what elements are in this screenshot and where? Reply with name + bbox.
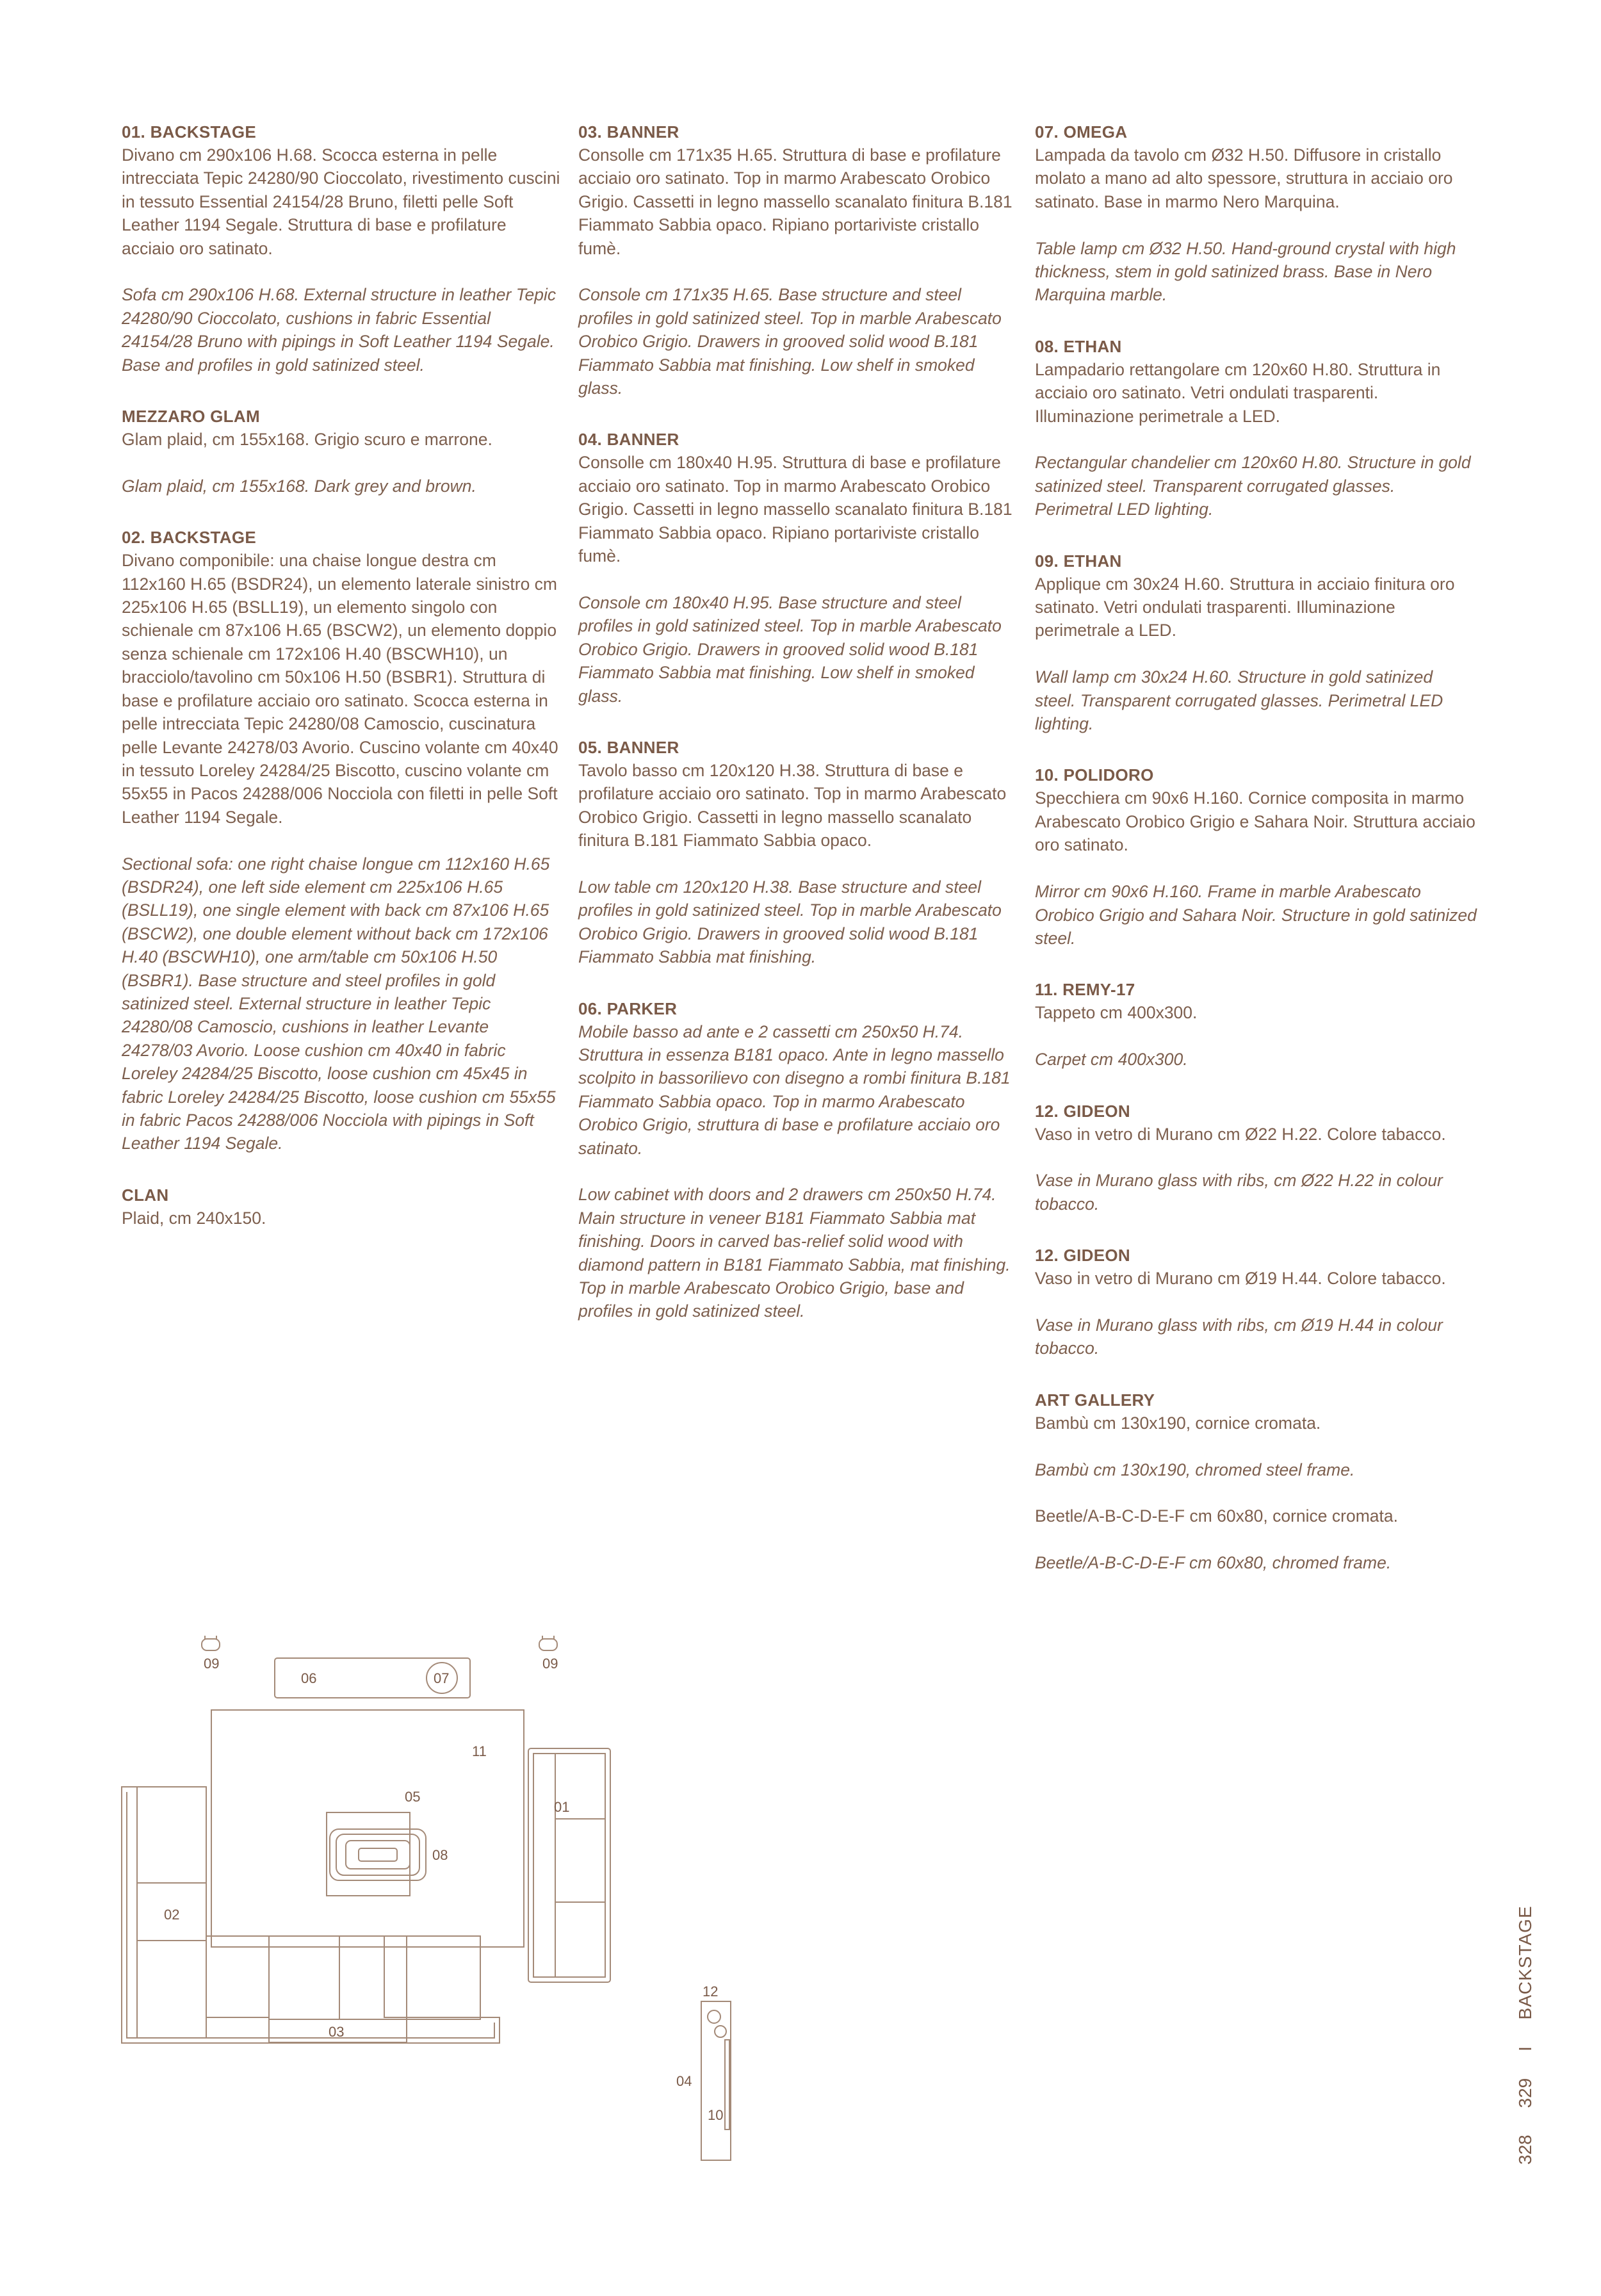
description-english: Console cm 180x40 H.95. Base structure and steel profiles in gold satinized steel. Top in marble Arabescato Orobico Grigio. Drawers in grooved solid wood B.181 Fiammato Sabbia mat finishing. Low shelf in smoked glass. <box>578 592 1002 706</box>
product-entry <box>122 526 564 1155</box>
plan-label: 05 <box>405 1789 421 1805</box>
description-italian: Divano cm 290x106 H.68. Scocca esterna in pelle intrecciata Tepic 24280/90 Cioccolato, rivestimento cuscini in tessuto Essential 24154/28 Bruno, filetti pelle Soft Leather 1194 Segale. Struttura di base e profilature acciaio oro satinato. <box>122 145 560 258</box>
description-english: Bambù cm 130x190, chromed steel frame. <box>1035 1460 1355 1479</box>
wall-lamp-09-left <box>202 1636 220 1650</box>
product-title: 09. ETHAN <box>1035 551 1122 571</box>
description-english: Vase in Murano glass with ribs, cm Ø19 H.44 in colour tobacco. <box>1035 1315 1443 1358</box>
page-number-left: 328 <box>1515 2135 1535 2165</box>
description-english: Low cabinet with doors and 2 drawers cm 250x50 H.74. Main structure in veneer B181 Fiammato Sabbia mat finishing. Doors in carved bas-relief solid wood with diamond pattern in B181 Fiammato Sabbia, mat finishing. Top in marble Arabescato Orobico Grigio, base and profiles in gold satinized steel. <box>578 1185 1011 1321</box>
description-english: Glam plaid, cm 155x168. Dark grey and brown. <box>122 476 476 496</box>
product-entry <box>122 1184 564 1230</box>
description-english: Vase in Murano glass with ribs, cm Ø22 H.22 in colour tobacco. <box>1035 1171 1443 1214</box>
description-english: Wall lamp cm 30x24 H.60. Structure in gold satinized steel. Transparent corrugated glasses. Perimetral LED lighting. <box>1035 667 1443 734</box>
product-entry <box>1035 335 1477 521</box>
description-english: Sectional sofa: one right chaise longue cm 112x160 H.65 (BSDR24), one left side element cm 225x106 H.65 (BSLL19), one single element with back cm 87x106 H.65 (BSCW2), one double element without back cm 172x106 H.40 (BSCWH10), one arm/table cm 50x106 H.50 (BSBR1). Base structure and steel profiles in gold satinized steel. External structure in leather Tepic 24280/08 Camoscio, cushions in leather Levante 24278/03 Avorio. Loose cushion cm 40x40 in fabric Loreley 24284/25 Biscotto, loose cushion cm 45x45 in fabric Loreley 24284/25 Biscotto, loose cushion cm 55x55 in fabric Pacos 24288/006 Nocciola with pipings in Soft Leather 1194 Segale. <box>122 854 556 1153</box>
product-entry <box>1035 120 1477 307</box>
product-entry <box>1035 550 1477 736</box>
product-title: 10. POLIDORO <box>1035 765 1154 785</box>
sofa-01 <box>528 1748 610 1982</box>
product-title: 12. GIDEON <box>1035 1101 1130 1121</box>
product-title: 05. BANNER <box>578 737 679 757</box>
description-italian: Lampadario rettangolare cm 120x60 H.80. Struttura in acciaio oro satinato. Vetri ondulati trasparenti. Illuminazione perimetrale a LED. <box>1035 359 1441 426</box>
product-title: 06. PARKER <box>578 998 678 1018</box>
product-entry <box>578 428 1020 707</box>
description-italian: Vaso in vetro di Murano cm Ø19 H.44. Colore tabacco. <box>1035 1269 1446 1289</box>
description-extra: Beetle/A-B-C-D-E-F cm 60x80, cornice cromata. <box>1035 1506 1398 1526</box>
product-entry <box>1035 1388 1477 1575</box>
product-entry <box>578 736 1020 969</box>
description-english: Console cm 171x35 H.65. Base structure and steel profiles in gold satinized steel. Top in marble Arabescato Orobico Grigio. Drawers in grooved solid wood B.181 Fiammato Sabbia mat finishing. Low shelf in smoked glass. <box>578 285 1002 398</box>
column-1 <box>122 120 564 1258</box>
product-title: 11. REMY-17 <box>1035 980 1135 1000</box>
description-italian: Consolle cm 180x40 H.95. Struttura di base e profilature acciaio oro satinato. Top in marmo Arabescato Orobico Grigio. Cassetti in legno massello scanalato finitura B.181 Fiammato Sabbia opaco. Ripiano portariviste cristallo fumè. <box>578 453 1012 566</box>
plan-label: 07 <box>434 1670 450 1686</box>
description-english: Low table cm 120x120 H.38. Base structure and steel profiles in gold satinized steel. Top in marble Arabescato Orobico Grigio. Drawers in grooved solid wood B.181 Fiammato Sabbia mat finishing. <box>578 877 1002 967</box>
product-title: 03. BANNER <box>578 122 679 142</box>
plan-label: 03 <box>329 2024 345 2040</box>
product-entry <box>578 997 1020 1323</box>
column-3 <box>1035 120 1477 1603</box>
product-entry <box>1035 1244 1477 1360</box>
product-title: CLAN <box>122 1185 169 1205</box>
description-english: Mirror cm 90x6 H.160. Frame in marble Arabescato Orobico Grigio and Sahara Noir. Structure in gold satinized steel. <box>1035 882 1477 948</box>
description-english: Table lamp cm Ø32 H.50. Hand-ground crystal with high thickness, stem in gold satinized brass. Base in Nero Marquina marble. <box>1035 238 1456 305</box>
footer-separator: I <box>1515 2046 1535 2051</box>
plan-label: 04 <box>676 2073 692 2089</box>
description-english: Sofa cm 290x106 H.68. External structure in leather Tepic 24280/90 Cioccolato, cushions in fabric Essential 24154/28 Bruno with pipings in Soft Leather 1194 Segale. Base and profiles in gold satinized steel. <box>122 285 557 375</box>
plan-label: 11 <box>472 1743 487 1759</box>
page-footer <box>1513 1896 1545 2165</box>
description-italian: Specchiera cm 90x6 H.160. Cornice composita in marmo Arabescato Orobico Grigio e Sahara Noir. Struttura acciaio oro satinato. <box>1035 788 1475 855</box>
description-italian: Tavolo basso cm 120x120 H.38. Struttura di base e profilature acciaio oro satinato. Top in marmo Arabescato Orobico Grigio. Cassetti in legno massello scanalato finitura B.181 Fiammato Sabbia opaco. <box>578 760 1007 851</box>
product-title: 01. BACKSTAGE <box>122 122 257 142</box>
plan-label: 06 <box>301 1670 317 1686</box>
product-entry <box>1035 763 1477 950</box>
product-title: 12. GIDEON <box>1035 1246 1130 1266</box>
plan-label: 01 <box>554 1799 570 1815</box>
description-italian: Lampada da tavolo cm Ø32 H.50. Diffusore in cristallo molato a mano ad alto spessore, struttura in acciaio oro satinato. Base in marmo Nero Marquina. <box>1035 145 1453 211</box>
description-italian: Consolle cm 171x35 H.65. Struttura di base e profilature acciaio oro satinato. Top in marmo Arabescato Orobico Grigio. Cassetti in legno massello scanalato finitura B.181 Fiammato Sabbia opaco. Ripiano portariviste cristallo fumè. <box>578 145 1012 258</box>
plan-label: 09 <box>542 1656 558 1672</box>
description-italian: Divano componibile: una chaise longue destra cm 112x160 H.65 (BSDR24), un elemento laterale sinistro cm 225x106 H.65 (BSLL19), un elemento singolo con schienale cm 87x106 H.65 (BSCW2), un elemento doppio senza schienale cm 172x106 H.40 (BSCWH10), un bracciolo/tavolino cm 50x106 H.50 (BSBR1). Struttura di base e profilature acciaio oro satinato. Scocca esterna in pelle intrecciata Tepic 24280/08 Camoscio, cuscinatura pelle Levante 24278/03 Avorio. Cuscino volante cm 40x40 in tessuto Loreley 24284/25 Biscotto, cuscino volante cm 55x55 in Pacos 24288/006 Nocciola con filetti in pelle Soft Leather 1194 Segale. <box>122 551 558 827</box>
description-italian: Bambù cm 130x190, cornice cromata. <box>1035 1413 1321 1433</box>
product-title: 08. ETHAN <box>1035 336 1122 356</box>
description-italian: Mobile basso ad ante e 2 cassetti cm 250x50 H.74. Struttura in essenza B181 opaco. Ante in legno massello scolpito in bassorilievo con disegno a rombi finitura B.181 Fiammato Sabbia opaco. Top in marmo Arabescato Orobico Grigio, struttura di base e profilature acciaio oro satinato. <box>578 1022 1011 1158</box>
product-title: ART GALLERY <box>1035 1390 1155 1410</box>
console-04 <box>701 2001 731 2160</box>
description-italian: Vaso in vetro di Murano cm Ø22 H.22. Colore tabacco. <box>1035 1124 1446 1144</box>
description-italian: Tappeto cm 400x300. <box>1035 1003 1198 1023</box>
product-entry <box>578 120 1020 400</box>
table-05 <box>327 1812 426 1896</box>
product-entry <box>1035 978 1477 1071</box>
plan-label: 08 <box>432 1847 448 1863</box>
plan-label: 10 <box>708 2107 724 2123</box>
product-title: MEZZARO GLAM <box>122 407 260 427</box>
description-extra: Beetle/A-B-C-D-E-F cm 60x80, chromed frame. <box>1035 1553 1392 1573</box>
description-italian: Glam plaid, cm 155x168. Grigio scuro e marrone. <box>122 430 492 450</box>
product-entry <box>122 405 564 498</box>
product-entry <box>122 120 564 377</box>
description-italian: Applique cm 30x24 H.60. Struttura in acciaio finitura oro satinato. Vetri ondulati trasparenti. Illuminazione perimetrale a LED. <box>1035 574 1455 640</box>
product-title: 07. OMEGA <box>1035 122 1128 142</box>
wall-lamp-09-right <box>539 1636 557 1650</box>
column-2 <box>578 120 1020 1351</box>
description-english: Carpet cm 400x300. <box>1035 1050 1188 1070</box>
plan-label: 02 <box>164 1907 180 1923</box>
description-english: Rectangular chandelier cm 120x60 H.80. Structure in gold satinized steel. Transparent corrugated glasses. Perimetral LED lighting. <box>1035 453 1471 519</box>
product-entry <box>1035 1100 1477 1216</box>
product-title: 04. BANNER <box>578 430 679 450</box>
floor-plan <box>115 1627 756 2178</box>
plan-label: 09 <box>204 1656 220 1672</box>
plan-label: 12 <box>703 1983 719 1999</box>
section-title: BACKSTAGE <box>1515 1905 1535 2020</box>
description-italian: Plaid, cm 240x150. <box>122 1208 266 1228</box>
page-number-right: 329 <box>1515 2078 1535 2108</box>
product-title: 02. BACKSTAGE <box>122 528 257 548</box>
